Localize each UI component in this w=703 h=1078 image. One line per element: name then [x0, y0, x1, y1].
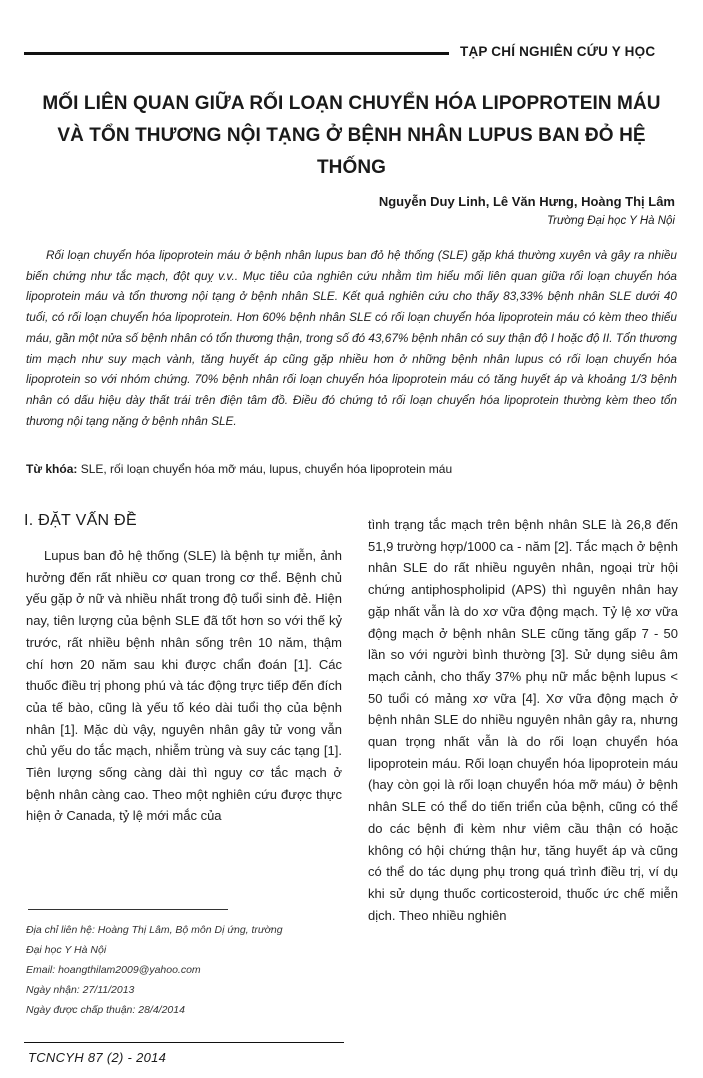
journal-name: TẠP CHÍ NGHIÊN CỨU Y HỌC: [460, 44, 656, 59]
footnote-address: Địa chỉ liên hệ: Hoàng Thị Lâm, Bộ môn Dị ứng, trường: [26, 924, 283, 936]
footnote-email: Email: hoangthilam2009@yahoo.com: [26, 964, 201, 976]
body-right-column: tình trạng tắc mạch trên bệnh nhân SLE là 26,8 đến 51,9 trường hợp/1000 ca - năm [2]. Tắc mạch ở bệnh nhân SLE do rất nhiều nguyên nhân, ngoại trừ hội chứng antiphospholipid (APS) thì nguyên nhân hay gặp nhất vẫn là do xơ vữa động mạch. Tỷ lệ xơ vữa động mạch ở bệnh nhân SLE cũng tăng gấp 7 - 50 lần so với người bình thường [3]. Sử dụng siêu âm mạch cảnh, cho thấy 37% phụ nữ mắc bệnh lupus < 50 tuổi có mảng xơ vữa [4]. Xơ vữa động mạch ở bệnh nhân SLE do nhiều nguyên nhân gây ra, nhưng quan trọng nhất vẫn là do rối loạn chuyển hóa lipoprotein máu. Rối loạn chuyển hóa lipoprotein máu (hay còn gọi là rối loạn chuyển hóa mỡ máu) ở bệnh nhân SLE có thể do tiến triển của bệnh, cũng có thể do các bệnh đi kèm như viêm cầu thận có hoặc không có hội chứng thận hư, tăng huyết áp và cũng có thể do tác dụng phụ trong quá trình điều trị, ví dụ khi sử dụng thuốc corticosteroid, thuốc ức chế miễn dịch. Theo nhiều nghiên: [368, 517, 678, 923]
article-authors: Nguyễn Duy Linh, Lê Văn Hưng, Hoàng Thị Lâm: [378, 194, 675, 209]
footnote-address-cont: Đại học Y Hà Nội: [26, 944, 107, 956]
keywords-label: Từ khóa:: [26, 462, 78, 476]
footnote-rule: [28, 909, 228, 910]
author-affiliation: Trường Đại học Y Hà Nội: [546, 215, 675, 227]
body-left-column: Lupus ban đỏ hệ thống (SLE) là bệnh tự miễn, ảnh hưởng đến rất nhiều cơ quan trong cơ thể. Bệnh chủ yếu gặp ở nữ và nhiều nhất trong độ tuổi sinh đẻ. Hiện nay, tiên lượng của bệnh SLE đã tốt hơn so với thế kỷ trước, rất nhiều bệnh nhân sống trên 10 năm, thậm chí hơn 20 năm sau khi được chẩn đoán [1]. Các thuốc điều trị phong phú và tác động trực tiếp đến đích của tế bào, cũng là yếu tố kéo dài tuổi thọ của bệnh nhân [1]. Mặc dù vậy, nguyên nhân gây tử vong vẫn chủ yếu do tắc mạch, nhiễm trùng và suy các tạng [1]. Tiên lượng sống càng dài thì nguy cơ tắc mạch ở bệnh nhân càng cao. Theo một nghiên cứu được thực hiện ở Canada, tỷ lệ mới mắc của: [26, 548, 342, 824]
footer-rule: [24, 1042, 344, 1043]
section-heading: I. ĐẶT VẤN ĐỀ: [24, 512, 137, 529]
journal-citation: TCNCYH 87 (2) - 2014: [28, 1050, 167, 1065]
keywords-list: SLE, rối loạn chuyển hóa mỡ máu, lupus, chuyển hóa lipoprotein máu: [77, 462, 453, 476]
footnote-received: Ngày nhận: 27/11/2013: [26, 984, 135, 996]
footnote-accepted: Ngày được chấp thuận: 28/4/2014: [26, 1004, 185, 1016]
article-title: MỐI LIÊN QUAN GIỮA RỐI LOẠN CHUYỂN HÓA LIPOPROTEIN MÁU VÀ TỔN THƯƠNG NỘI TẠNG Ở BỆNH NHÂN LUPUS BAN ĐỎ HỆ THỐNG: [42, 93, 661, 178]
abstract: Rối loạn chuyển hóa lipoprotein máu ở bệnh nhân lupus ban đỏ hệ thống (SLE) gặp khá thường xuyên và gây ra nhiều biến chứng như tắc mạch, đột quỵ v.v.. Mục tiêu của nghiên cứu nhằm tìm hiểu mối liên quan giữa rối loạn chuyển hóa lipoprotein máu và tổn thương nội tạng ở bệnh nhân SLE. Kết quả nghiên cứu cho thấy 83,33% bệnh nhân SLE dưới 40 tuổi, có rối loạn chuyển hóa lipoprotein. Hơn 60% bệnh nhân SLE có rối loạn chuyển hóa lipoprotein máu có kèm theo thiếu máu, gần một nửa số bệnh nhân có tổn thương thận, trong số đó 43,67% bệnh nhân có suy thận độ I hoặc độ II. Tổn thương tim mạch như suy mạch vành, tăng huyết áp cũng gặp nhiều hơn ở những bệnh nhân lupus có rối loạn chuyển hóa lipoprotein so với nhóm chứng. 70% bệnh nhân rối loạn chuyển hóa lipoprotein máu có tăng huyết áp và khoảng 1/3 bệnh nhân có dấu hiệu dày thất trái trên điện tâm đồ. Điều đó chứng tỏ rối loạn chuyển hóa lipoprotein thường kèm theo tổn thương nội tạng nặng ở bệnh nhân SLE.: [26, 248, 677, 428]
keywords: [26, 462, 452, 476]
footnotes: [26, 920, 283, 1020]
header-rule: [24, 52, 449, 55]
